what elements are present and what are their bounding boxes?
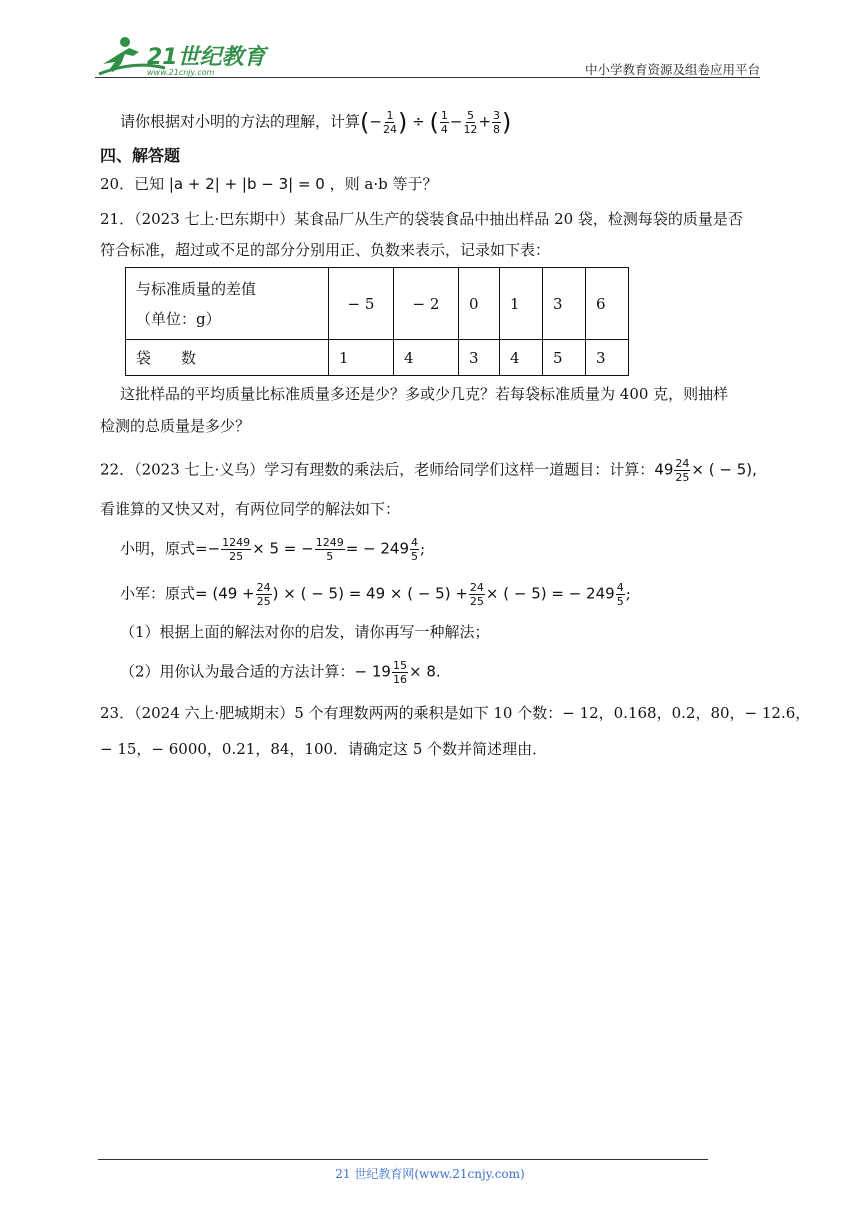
table-cell: 3 xyxy=(543,268,586,340)
xiaoming-label: 小明，原式= xyxy=(120,539,208,558)
q20-prefix: 20．已知 xyxy=(100,175,169,193)
expr-tail: × 8. xyxy=(408,662,441,681)
q22-line1-text: 22．（2023 七上·义乌）学习有理数的乘法后，老师给同学们这样一道题目：计算： xyxy=(100,460,655,479)
q23-line2: − 15，− 6000，0.21，84，100．请确定这 5 个数并简述理由． xyxy=(100,740,548,758)
header-rule xyxy=(95,77,760,78)
footer-link[interactable]: 21 世纪教育网(www.21cnjy.com) xyxy=(335,1167,525,1181)
q20-suffix: ，则 a·b 等于？ xyxy=(324,175,438,193)
table-cell: 6 xyxy=(586,268,629,340)
q21-line4: 检测的总质量是多少？ xyxy=(100,417,251,435)
table-header-cell: 袋 数 xyxy=(126,340,329,376)
table-cell: 4 xyxy=(500,340,543,376)
table-row xyxy=(126,340,629,376)
logo-subtext: www.21cnjy.com xyxy=(147,68,215,77)
q20-line xyxy=(100,174,437,194)
fraction: $\frac{24}{25}$ xyxy=(675,457,690,484)
xiaojun-mid: ) × ( − 5) = 49 × ( − 5) + xyxy=(272,584,468,603)
table-cell: 3 xyxy=(459,340,500,376)
runner-logo-icon xyxy=(95,34,275,78)
table-cell: 1 xyxy=(329,340,394,376)
table-header-cell xyxy=(126,268,329,340)
q19-tail-text: 请你根据对小明的方法的理解，计算 xyxy=(120,112,361,131)
fraction: $\frac{1}{24}$ xyxy=(382,109,397,136)
mixed-number-whole: − 19 xyxy=(354,662,391,681)
q22-line1 xyxy=(100,458,757,483)
xiaojun-result: × ( − 5) = − 249 xyxy=(485,584,615,603)
page-header xyxy=(95,34,760,78)
row-label-unit: （单位：g） xyxy=(136,309,221,328)
xiaojun-solution: 小军：原式= (49 + $\frac{24}{25}$ ) × ( − 5) = 49 × ( − 5) + $\frac{24}{25}$ × ( − 5) = − 249 $\frac{4}{5}$ ; xyxy=(120,581,631,608)
xiaoming-solution: 小明，原式=− $\frac{1249}{25}$ × 5 = − $\frac{1249}{5}$ = − 249 $\frac{4}{5}$ ; xyxy=(120,536,426,563)
mass-difference-table xyxy=(125,267,629,376)
q19-tail-line: 请你根据对小明的方法的理解，计算(− $\frac{1}{24}$ ) ÷ ( $\frac{1}{4}$ − $\frac{5}{12}$ + $\frac{3}{8}$ ) xyxy=(120,108,512,137)
section-title: 四、解答题 xyxy=(100,146,181,165)
row-label-line: 与标准质量的差值 xyxy=(136,279,257,298)
xiaoming-result: = − 249 xyxy=(345,539,410,558)
logo-text: 21世纪教育 xyxy=(147,45,266,70)
q22-part1: （1）根据上面的解法对你的启发，请你再写一种解法； xyxy=(120,623,490,641)
part2-text: （2）用你认为最合适的方法计算： xyxy=(120,662,355,681)
q21-line1: 21．（2023 七上·巴东期中）某食品厂从生产的袋装食品中抽出样品 20 袋，检测每袋的质量是否 xyxy=(100,210,743,228)
table-cell: 1 xyxy=(500,268,543,340)
footer-rule xyxy=(98,1159,708,1160)
divide-sign: ÷ xyxy=(412,112,425,131)
platform-title: 中小学教育资源及组卷应用平台 xyxy=(584,62,760,77)
table-cell: 5 xyxy=(543,340,586,376)
mixed-number-whole: 49 xyxy=(654,460,674,479)
q23-line1: 23．（2024 六上·肥城期末）5 个有理数两两的乘积是如下 10 个数：− 12，0.168，0.2，80，− 12.6， xyxy=(100,704,811,722)
table-cell: − 5 xyxy=(329,268,394,340)
table-cell: 3 xyxy=(586,340,629,376)
expr-tail: × ( − 5), xyxy=(691,460,757,479)
table-cell: 4 xyxy=(394,340,459,376)
table-cell: − 2 xyxy=(394,268,459,340)
xiaojun-label: 小军：原式= (49 + xyxy=(120,584,255,603)
q20-equation: |a + 2| + |b − 3| = 0 xyxy=(168,175,325,193)
logo xyxy=(95,34,275,78)
q22-line2: 看谁算的又快又对，有两位同学的解法如下： xyxy=(100,500,401,518)
table-row xyxy=(126,268,629,340)
q22-part2: （2）用你认为最合适的方法计算：− 19 $\frac{15}{16}$ × 8. xyxy=(120,659,441,686)
table-cell: 0 xyxy=(459,268,500,340)
q21-line3: 这批样品的平均质量比标准质量多还是少？多或少几克？若每袋标准质量为 400 克，则抽样 xyxy=(120,385,729,403)
q21-line2: 符合标准，超过或不足的部分分别用正、负数来表示，记录如下表： xyxy=(100,241,551,259)
